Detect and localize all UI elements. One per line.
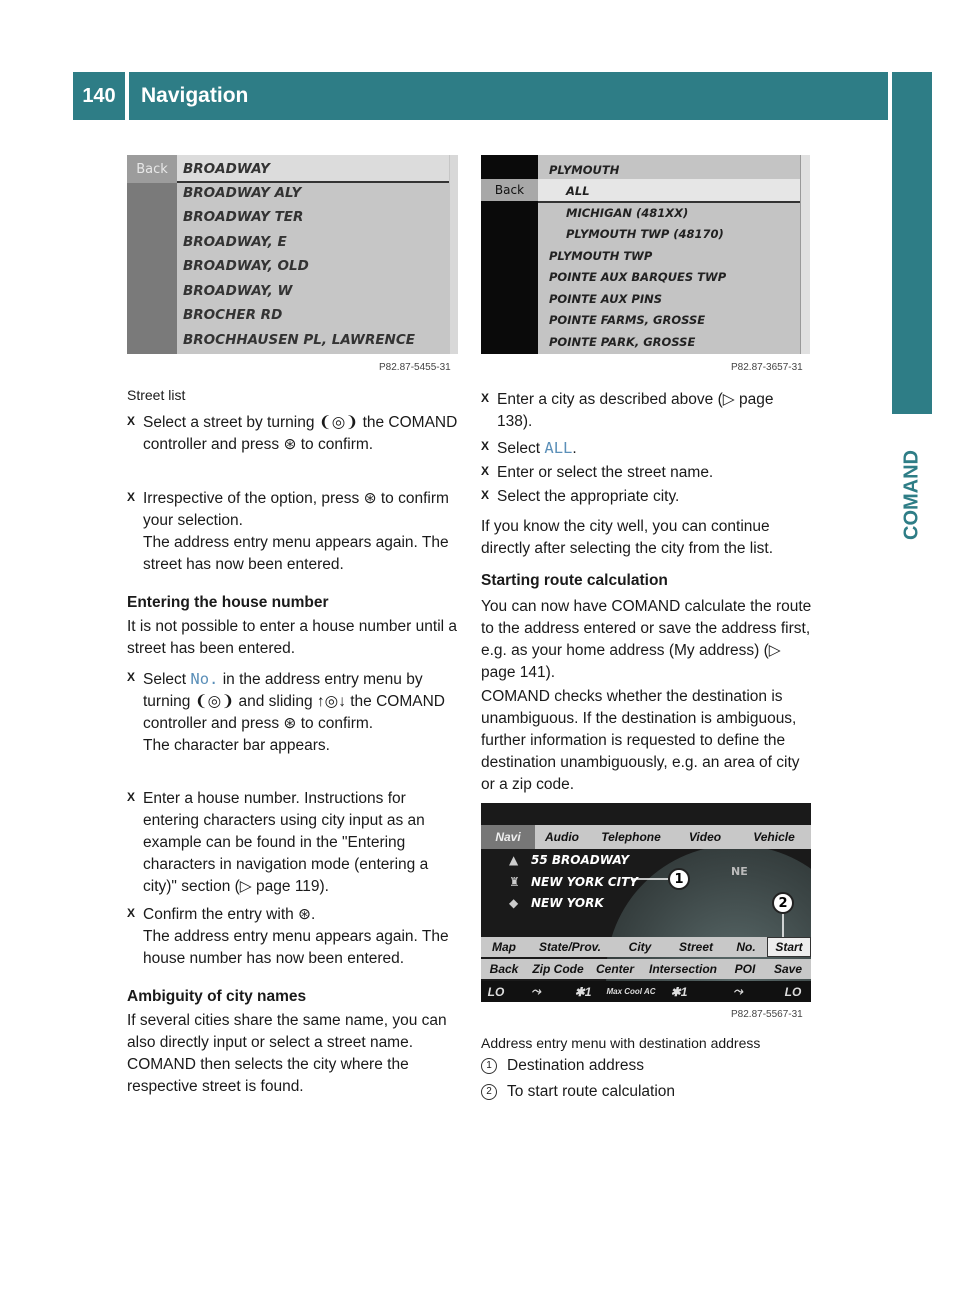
step-arrow-icon: X xyxy=(481,391,490,405)
callout-2: 2 xyxy=(772,892,794,914)
list-item[interactable]: BROADWAY TER xyxy=(183,209,304,225)
heading-house-number: Entering the house number xyxy=(127,594,329,611)
step-item: X Irrespective of the option, press ⊛ to confirm your selection. The address entry menu appears again. The street has now been entered. xyxy=(127,488,460,576)
legend-number: 2 xyxy=(481,1084,497,1100)
callout-1: 1 xyxy=(668,868,690,890)
scrollbar[interactable] xyxy=(450,155,458,354)
paragraph: You can now have COMAND calculate the route to the address entered or save the address first, e.g. as your home address (My address) (▷ page 141). xyxy=(481,598,812,681)
legend-number: 1 xyxy=(481,1058,497,1074)
step-arrow-icon: X xyxy=(127,670,136,684)
house-number-icon: ▲ xyxy=(509,853,519,867)
paragraph: If you know the city well, you can continue directly after selecting the city from the list. xyxy=(481,518,774,557)
figure-caption: Street list xyxy=(127,387,186,403)
city-button[interactable]: City xyxy=(628,940,652,954)
step-item: X Enter or select the street name. xyxy=(481,464,714,481)
tab-video[interactable]: Video xyxy=(688,830,722,844)
list-item[interactable]: BROCHHAUSEN PL, LAWRENCE xyxy=(183,332,415,348)
fan-right-icon: ✱ xyxy=(670,984,681,999)
tab-telephone[interactable]: Telephone xyxy=(601,830,661,844)
paragraph: If several cities share the same name, you can also directly input or select a street name. COMAND then selects the city where the respective street is found. xyxy=(127,1012,447,1095)
address-line: NEW YORK CITY xyxy=(531,875,638,889)
max-cool-button[interactable]: Max Cool AC xyxy=(606,987,656,996)
step-arrow-icon: X xyxy=(127,790,136,804)
step-arrow-icon: X xyxy=(481,439,490,453)
list-item[interactable]: POINTE AUX BARQUES TWP xyxy=(549,269,727,284)
paragraph: COMAND checks whether the destination is unambiguous. If the destination is ambiguous, further information is requested to define the destination unambiguously, e.g. an area of city or a zip code. xyxy=(481,688,800,793)
list-item[interactable]: PLYMOUTH TWP xyxy=(549,248,653,263)
heading-route: Starting route calculation xyxy=(481,572,668,589)
step-item: X Select a street by turning ❨◎❩ the COMAND controller and press ⊛ to confirm. xyxy=(127,414,458,453)
start-button[interactable]: Start xyxy=(767,937,811,957)
back-button[interactable]: Back xyxy=(481,179,538,201)
fan-left[interactable]: ✱ 1 xyxy=(574,984,592,999)
side-tab-label: COMAND xyxy=(900,450,923,540)
list-item[interactable]: MICHIGAN (481XX) xyxy=(566,205,689,220)
step-item: X Select ALL. xyxy=(481,439,577,457)
climate-bar xyxy=(481,981,811,1002)
address-entry-screenshot xyxy=(481,803,811,1002)
list-item[interactable]: ALL xyxy=(566,183,590,198)
page-number: 140 xyxy=(73,72,125,120)
compass-label: NE xyxy=(731,865,748,878)
step-arrow-icon: X xyxy=(127,906,136,920)
function-bar xyxy=(481,959,811,979)
state-icon: ◆ xyxy=(509,896,519,910)
step-result: The address entry menu appears again. The house number has now been entered. xyxy=(143,928,449,967)
state-button[interactable]: State/Prov. xyxy=(538,940,602,954)
figure-code: P82.87-5567-31 xyxy=(731,1009,803,1020)
menu-item-no: No. xyxy=(190,670,219,688)
side-tab-bar xyxy=(892,72,932,414)
fan-left-icon: ✱ xyxy=(574,984,585,999)
step-item: X Select the appropriate city. xyxy=(481,488,680,505)
list-item[interactable]: POINTE AUX PINS xyxy=(549,291,663,306)
list-item[interactable]: POINTE PARK, GROSSE xyxy=(549,334,696,349)
step-item: X Enter a house number. Instructions for entering characters using city input as an example can be found in the "Entering characters in navigation mode (entering a city)" section (▷ page 119). xyxy=(127,790,429,895)
list-item[interactable]: BROADWAY ALY xyxy=(183,185,302,201)
step-arrow-icon: X xyxy=(127,414,136,428)
save-button[interactable]: Save xyxy=(773,962,803,976)
step-result: The character bar appears. xyxy=(143,737,330,754)
list-item[interactable]: PLYMOUTH TWP (48170) xyxy=(566,226,724,241)
step-arrow-icon: X xyxy=(481,464,490,478)
fan-right[interactable]: ✱ 1 xyxy=(670,984,688,999)
street-button[interactable]: Street xyxy=(678,940,713,954)
scrollbar[interactable] xyxy=(800,155,810,354)
zip-code-button[interactable]: Zip Code xyxy=(532,962,584,976)
address-line: NEW YORK xyxy=(531,896,604,910)
list-item[interactable]: BROADWAY, OLD xyxy=(183,258,309,274)
list-item[interactable]: BROADWAY, W xyxy=(183,283,293,299)
step-arrow-icon: X xyxy=(481,488,490,502)
map-button[interactable]: Map xyxy=(492,940,516,954)
paragraph: It is not possible to enter a house number until a street has been entered. xyxy=(127,618,458,657)
back-button[interactable]: Back xyxy=(489,962,519,976)
list-item[interactable]: POINTE FARMS, GROSSE xyxy=(549,312,706,327)
section-title: Navigation xyxy=(129,72,888,120)
step-item: X Confirm the entry with ⊛. The address entry menu appears again. The house number has now been entered. xyxy=(127,904,460,970)
city-icon: ♜ xyxy=(509,875,520,889)
temp-left[interactable]: LO xyxy=(487,984,505,999)
no-button[interactable]: No. xyxy=(736,940,756,954)
step-item: X Select No. in the address entry menu by turning ❨◎❩ and sliding ↑◎↓ the COMAND controller and press ⊛ to confirm. The character bar appears. xyxy=(127,668,460,757)
tab-audio[interactable]: Audio xyxy=(545,830,579,844)
figure-caption: Address entry menu with destination address xyxy=(481,1035,761,1051)
step-arrow-icon: X xyxy=(127,490,136,504)
back-column xyxy=(127,155,177,354)
tab-navi[interactable]: Navi xyxy=(481,825,535,849)
list-item[interactable]: BROADWAY xyxy=(183,161,270,177)
center-button[interactable]: Center xyxy=(595,962,634,976)
list-item[interactable]: BROCHER RD xyxy=(183,307,283,323)
list-item[interactable]: BROADWAY, E xyxy=(183,234,287,250)
legend-item: 1 Destination address xyxy=(481,1055,644,1077)
temp-right[interactable]: LO xyxy=(784,984,802,999)
tab-vehicle[interactable]: Vehicle xyxy=(753,830,795,844)
figure-code: P82.87-5455-31 xyxy=(379,362,451,373)
figure-code: P82.87-3657-31 xyxy=(731,362,803,373)
list-item[interactable]: PLYMOUTH xyxy=(549,162,620,177)
address-menu-bar xyxy=(481,937,811,957)
city-list-screenshot xyxy=(481,155,810,354)
legend-item: 2 To start route calculation xyxy=(481,1081,675,1103)
step-result: The address entry menu appears again. The street has now been entered. xyxy=(143,534,449,573)
intersection-button[interactable]: Intersection xyxy=(648,962,717,976)
street-list-screenshot xyxy=(127,155,458,354)
menu-item-all: ALL xyxy=(544,439,573,457)
back-button[interactable]: Back xyxy=(127,155,177,183)
poi-button[interactable]: POI xyxy=(734,962,756,976)
address-line: 55 BROADWAY xyxy=(531,853,630,867)
airflow-left-icon[interactable]: ⤳ xyxy=(531,984,541,998)
heading-ambiguity: Ambiguity of city names xyxy=(127,988,307,1005)
airflow-right-icon[interactable]: ⤳ xyxy=(733,984,743,998)
step-item: X Enter a city as described above (▷ page 138). xyxy=(481,391,774,430)
